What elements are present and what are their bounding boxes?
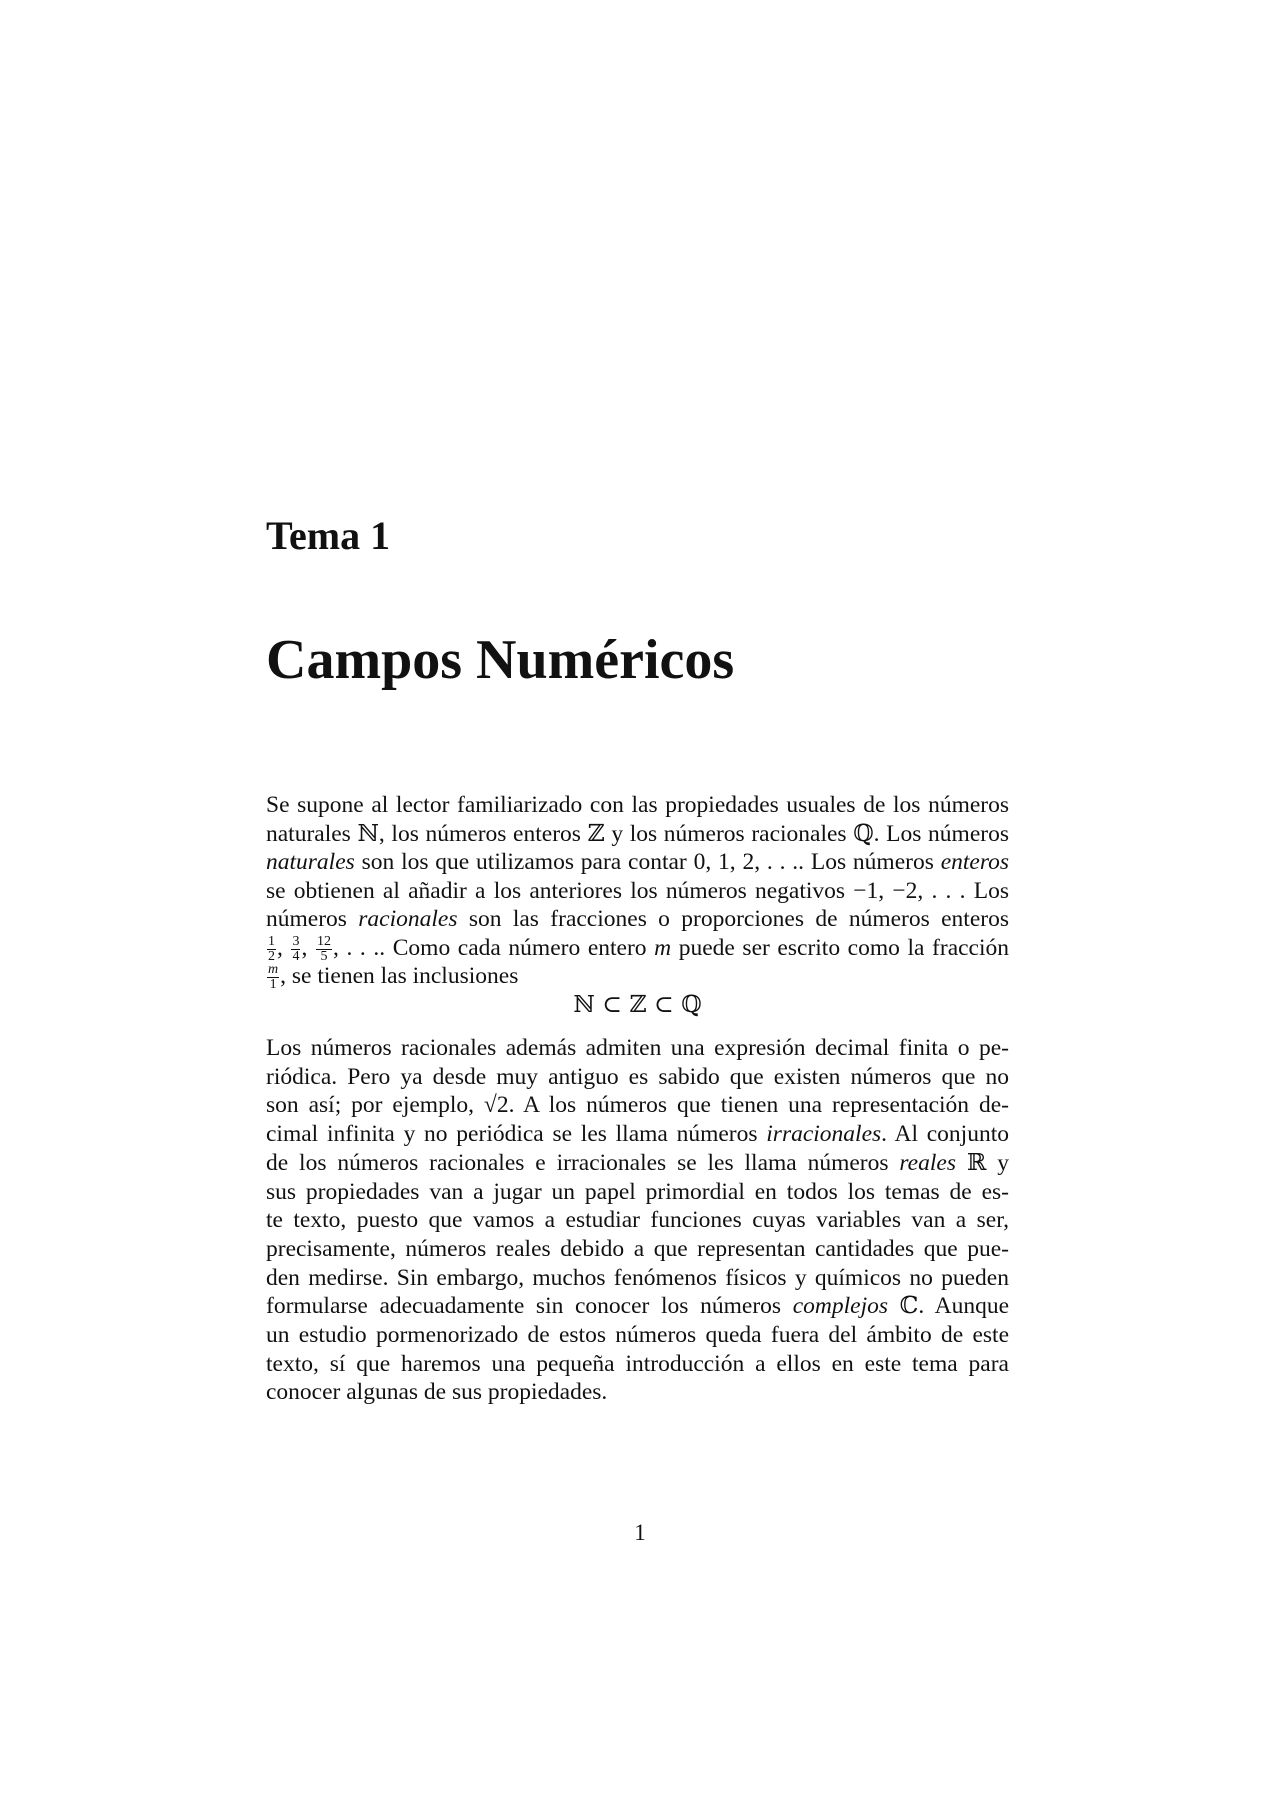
inclusion-equation: ℕ ⊂ ℤ ⊂ ℚ [573, 990, 702, 1018]
text-run: , [301, 934, 315, 961]
text-line [266, 962, 1009, 992]
fraction [267, 935, 276, 964]
denominator: 4 [292, 948, 300, 964]
text-run: cimal infinita y no periódica se les llama números [266, 1121, 767, 1148]
text-run: formularse adecuadamente sin conocer los números [266, 1293, 793, 1320]
page-number: 1 [634, 1520, 646, 1545]
text-line [266, 1264, 1009, 1292]
text-run: , [277, 934, 291, 961]
text-run: te texto, puesto que vamos a estudiar funciones cuyas variables van a ser, [266, 1207, 1009, 1234]
text-run: texto, sí que haremos una pequeña introducción a ellos en este tema para [266, 1350, 1009, 1377]
text-line [266, 1063, 1009, 1091]
text-run: Se supone al lector familiarizado con las propiedades usuales de los números [266, 792, 1009, 818]
text-run: ℝ y [955, 1149, 1010, 1176]
emphasis-text: reales [899, 1149, 956, 1176]
denominator: 1 [269, 977, 277, 993]
text-run: son así; por ejemplo, √2. A los números que tienen una representación de- [266, 1092, 1009, 1119]
emphasis-text: irracionales [766, 1121, 882, 1148]
fraction [267, 963, 279, 992]
text-line [266, 1206, 1009, 1234]
text-run: un estudio pormenorizado de estos números queda fuera del ámbito de este [266, 1322, 1009, 1348]
text-run: son los que utilizamos para contar 0, 1, 2, . . .. Los números [354, 849, 941, 875]
text-line [266, 1350, 1009, 1378]
denominator: 2 [268, 948, 275, 964]
text-run: . Al conjunto [881, 1121, 1009, 1148]
text-run: son las fracciones o proporciones de números enteros [457, 906, 1009, 932]
text-line [266, 877, 1009, 905]
text-line [266, 1091, 1009, 1119]
text-line [266, 1034, 1009, 1062]
text-run: sus propiedades van a jugar un papel primordial en todos los temas de es- [266, 1178, 1009, 1205]
text-run: den medirse. Sin embargo, muchos fenómenos físicos y químicos no pueden [266, 1264, 1009, 1291]
text-run: naturales ℕ, los números enteros ℤ y los números racionales ℚ. Los números [266, 820, 1009, 847]
chapter-title: Campos Numéricos [266, 629, 735, 691]
text-line [266, 1149, 1009, 1177]
text-line [266, 791, 1009, 819]
text-line [266, 1378, 1009, 1406]
numerator: 12 [316, 933, 331, 949]
emphasis-text: complejos [792, 1293, 888, 1320]
text-line [266, 1178, 1009, 1206]
text-line [266, 1120, 1009, 1148]
fraction [291, 935, 300, 964]
text-line [266, 1292, 1009, 1320]
numerator: m [268, 962, 279, 978]
text-run: se obtienen al añadir a los anteriores los números negativos −1, −2, . . . Los [266, 877, 1009, 904]
numerator: 1 [268, 933, 275, 949]
text-line [266, 905, 1009, 933]
emphasis-text: enteros [940, 849, 1009, 875]
text-run: ℂ. Aunque [888, 1293, 1009, 1320]
emphasis-text: m [654, 934, 672, 961]
text-line [266, 1321, 1009, 1349]
text-line [266, 1235, 1009, 1263]
emphasis-text: racionales [358, 906, 458, 932]
text-run: riódica. Pero ya desde muy antiguo es sabido que existen números que no [266, 1063, 1009, 1090]
text-run: números [266, 906, 359, 932]
text-run: de los números racionales e irracionales se les llama números [266, 1149, 900, 1176]
emphasis-text: naturales [266, 849, 355, 875]
text-line [266, 848, 1009, 876]
text-line [266, 820, 1009, 848]
text-run: , se tienen las inclusiones [280, 963, 519, 989]
numerator: 3 [292, 933, 300, 949]
denominator: 5 [320, 948, 328, 964]
text-run: conocer algunas de sus propiedades. [266, 1379, 608, 1406]
text-run: Los números racionales además admiten una expresión decimal finita o pe- [266, 1035, 1009, 1061]
text-run: puede ser escrito como la fracción [671, 934, 1010, 961]
text-run: precisamente, números reales debido a que representan cantidades que pue- [266, 1235, 1009, 1262]
chapter-label: Tema 1 [266, 513, 391, 558]
fraction [316, 935, 332, 964]
text-line [266, 934, 1009, 964]
text-run: , . . .. Como cada número entero [332, 934, 655, 961]
